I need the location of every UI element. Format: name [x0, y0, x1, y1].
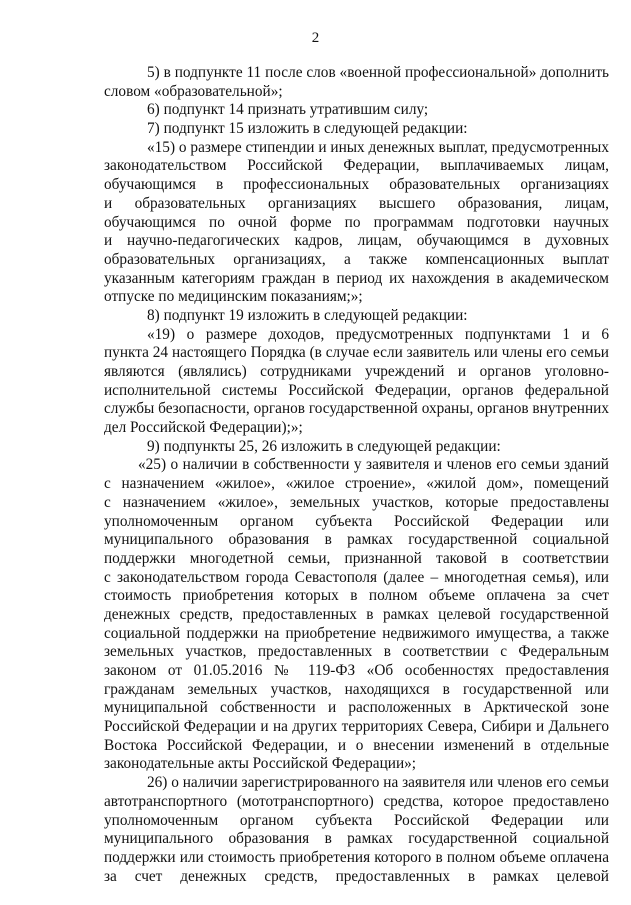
- text-line: 8) подпункт 19 изложить в следующей редакции:: [147, 306, 468, 324]
- text-line: уполномоченным органом субъекта Российской Федерации или: [104, 811, 609, 829]
- text-line: указанным категориям граждан в период их нахождения в академическом: [104, 269, 609, 287]
- text-line: отпуске по медицинским показаниям;»;: [104, 288, 363, 306]
- text-line: земельных участков, предоставленных в соответствии с Федеральным: [104, 643, 609, 661]
- text-line: обучающимся в профессиональных образовательных организациях: [104, 176, 609, 194]
- text-line: «25) о наличии в собственности у заявителя и членов его семьи зданий: [138, 456, 609, 474]
- text-line: обучающимся по очной форме по программам подготовки научных: [104, 213, 609, 231]
- text-line: законодательные акты Российской Федерации»;: [104, 755, 417, 773]
- text-line: исполнительной системы Российской Федерации, органов федеральной: [104, 381, 609, 399]
- text-line: автотранспортного (мототранспортного) средства, которое предоставлено: [104, 792, 609, 810]
- text-line: уполномоченным органом субъекта Российской Федерации или: [104, 512, 609, 530]
- text-line: пункта 24 настоящего Порядка (в случае если заявитель или члены его семьи: [104, 344, 609, 362]
- text-line: муниципального образования в рамках государственной социальной: [104, 531, 609, 549]
- text-line: муниципального образования в рамках государственной социальной: [104, 830, 609, 848]
- text-line: Востока Российской Федерации, и о внесении изменений в отдельные: [104, 736, 609, 754]
- text-line: за счет денежных средств, предоставленных в рамках целевой: [104, 867, 609, 885]
- text-line: с назначением «жилое», «жилое строение», «жилой дом», помещений: [104, 475, 609, 493]
- text-line: 6) подпункт 14 признать утратившим силу;: [147, 101, 429, 119]
- text-line: поддержки или стоимость приобретения которого в полном объеме оплачена: [104, 848, 609, 866]
- text-line: и образовательных организациях высшего образования, лицам,: [104, 194, 609, 212]
- text-line: «15) о размере стипендии и иных денежных выплат, предусмотренных: [147, 138, 609, 156]
- document-body: [104, 64, 609, 886]
- text-line: образовательных организациях, а также компенсационных выплат: [104, 250, 609, 268]
- text-line: словом «образовательной»;: [104, 82, 283, 100]
- text-line: с законодательством города Севастополя (далее – многодетная семья), или: [104, 568, 609, 586]
- text-line: 5) в подпункте 11 после слов «военной профессиональной» дополнить: [147, 64, 609, 81]
- text-line: денежных средств, предоставленных в рамках целевой государственной: [104, 605, 609, 623]
- text-line: 26) о наличии зарегистрированного на заявителя или членов его семьи: [147, 774, 609, 792]
- text-line: стоимость приобретения которых в полном объеме оплачена за счет: [104, 587, 609, 605]
- text-line: «19) о размере доходов, предусмотренных подпунктами 1 и 6: [147, 325, 609, 343]
- text-line: 9) подпункты 25, 26 изложить в следующей редакции:: [147, 437, 501, 455]
- text-line: законом от 01.05.2016 № 119-ФЗ «Об особенностях предоставления: [104, 662, 609, 679]
- text-line: Российской Федерации и на других территориях Севера, Сибири и Дальнего: [104, 718, 609, 736]
- text-line: социальной поддержки на приобретение недвижимого имущества, а также: [104, 624, 609, 642]
- text-line: поддержки многодетной семьи, признанной таковой в соответствии: [104, 549, 609, 567]
- text-line: службы безопасности, органов государственной охраны, органов внутренних: [104, 400, 609, 418]
- text-line: гражданам земельных участков, находящихся в государственной или: [104, 680, 609, 698]
- text-line: и научно-педагогических кадров, лицам, обучающимся в духовных: [104, 232, 609, 250]
- text-line: 7) подпункт 15 изложить в следующей редакции:: [147, 120, 468, 138]
- text-line: с назначением «жилое», земельных участков, которые предоставлены: [104, 493, 609, 511]
- text-line: законодательством Российской Федерации, выплачиваемых лицам,: [104, 157, 609, 175]
- text-line: дел Российской Федерации);»;: [104, 419, 303, 437]
- page-number: 2: [311, 30, 320, 46]
- text-line: муниципальной собственности и расположенных в Арктической зоне: [104, 699, 609, 717]
- text-line: являются (являлись) сотрудниками учреждений и органов уголовно-: [104, 363, 609, 380]
